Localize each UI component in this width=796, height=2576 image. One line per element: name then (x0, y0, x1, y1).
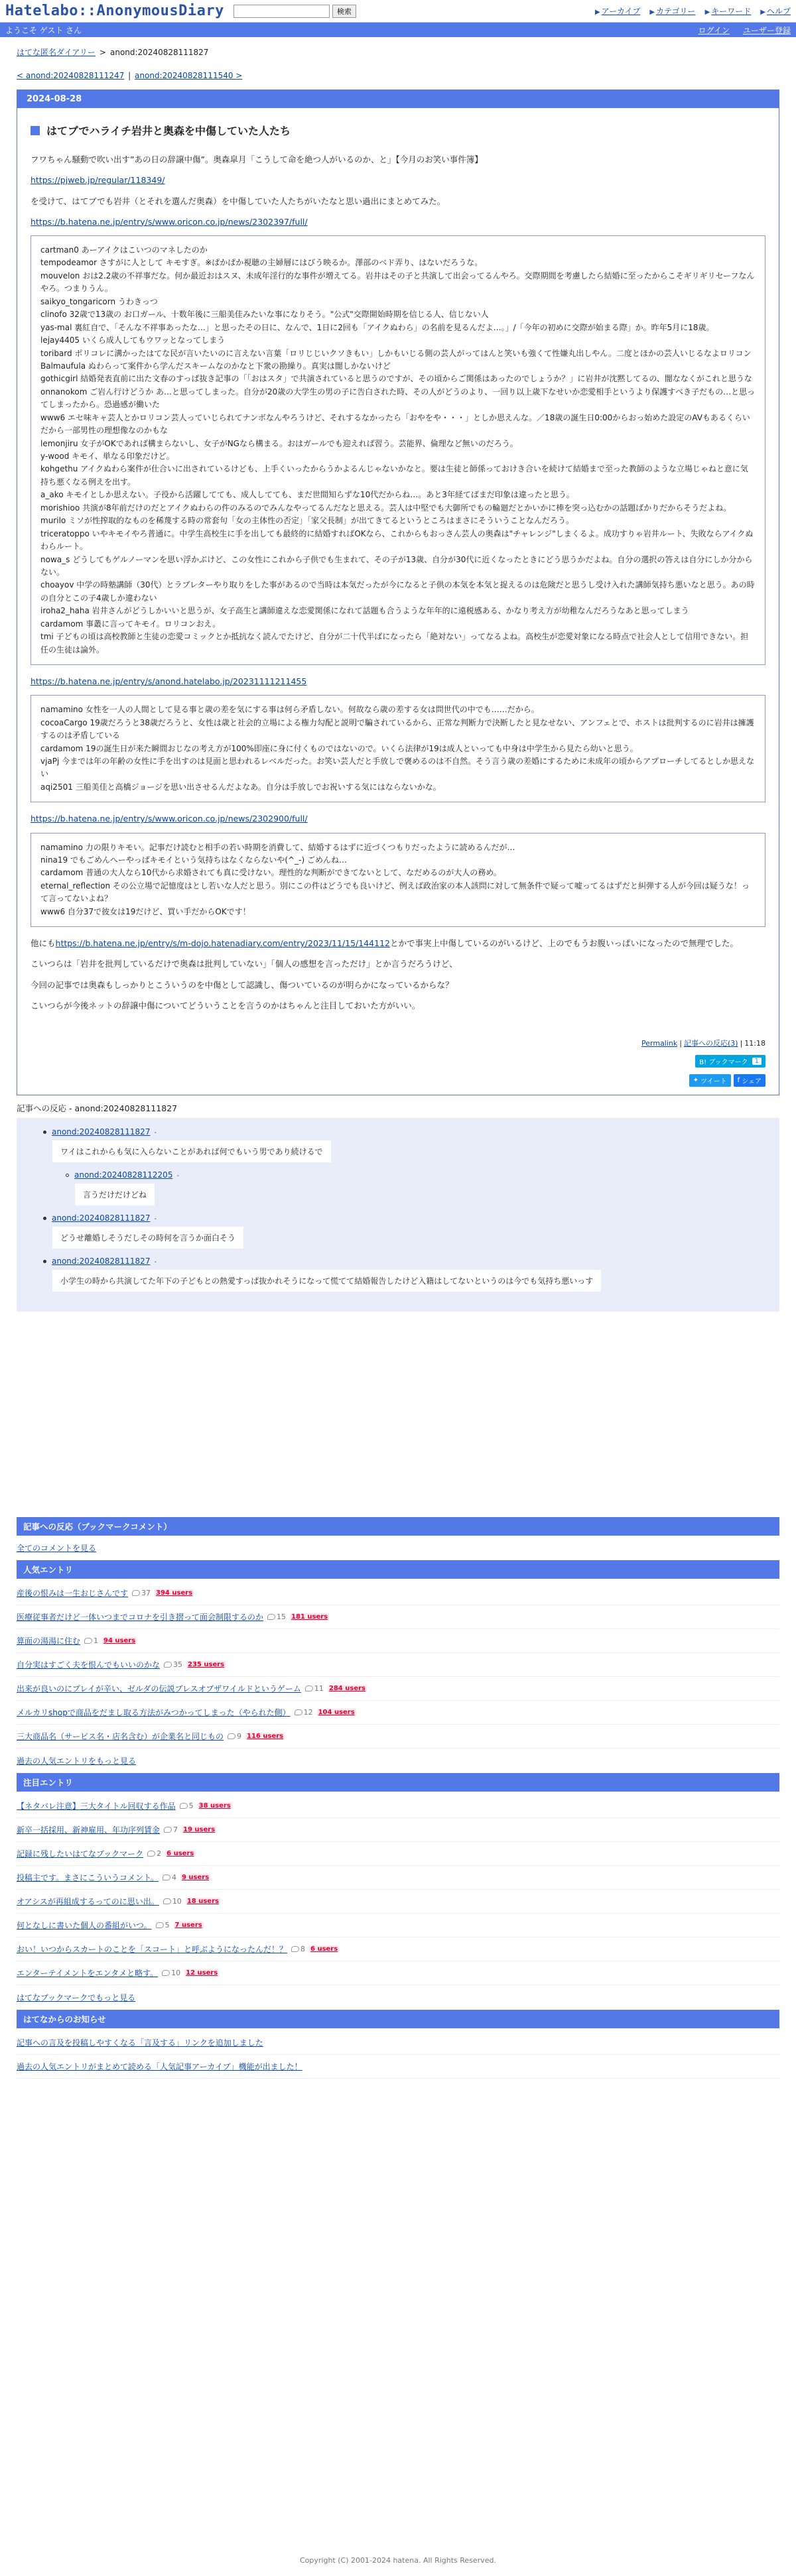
news-item: 記事への言及を投稿しやすくなる「言及する」リンクを追加しました (17, 2031, 779, 2055)
users-badge[interactable]: 235 users (188, 1661, 225, 1669)
bullet-icon (43, 1217, 46, 1220)
notable-item: オアシスが再組成するってのに思い出。 10 18 users (17, 1890, 779, 1914)
notable-item: おい！いつからスカートのことを「スコート」と呼ぶようになったんだ！？ 8 6 users (17, 1937, 779, 1961)
ref-link[interactable]: anond:20240828112205 (74, 1170, 173, 1180)
quote-line: y-wood キモイ、単なる印象だけど。 (40, 452, 174, 461)
entry-time: 11:18 (744, 1039, 765, 1048)
users-badge[interactable]: 9 users (181, 1874, 210, 1882)
entry-outro-4: こいつらが今後ネットの辞譲中傷についてどういうことを言うのかはちゃんと注目しておいた方がいい。 (31, 1000, 421, 1011)
popular-item: 算面の湯湯に住む 1 94 users (17, 1629, 779, 1653)
entry-date: 2024-08-28 (17, 90, 779, 108)
quote-line: nowa_s どうしてもゲルノーマンを思い浮かぶけど、この女性にこれから子供でも生まれて、その子が13歳、自分が30代に近くなったときにどう思うかだよね。自分の選択の答えは自分にしか分からない。 (40, 554, 753, 577)
notable-item: エンターテイメントをエンタメと略す。 10 12 users (17, 1961, 779, 1985)
notable-head: 注目エントリ (17, 1773, 779, 1792)
facebook-share-button[interactable]: f シェア (734, 1074, 765, 1087)
ref-toggle[interactable]: - (176, 1172, 180, 1180)
entry-link-1[interactable]: https://pjweb.jp/regular/118349/ (31, 175, 165, 186)
refs-count-link[interactable]: 記事への反応(3) (683, 1039, 738, 1048)
entry-intro: フワちゃん騒動で吹い出す”あの日の辞譲中傷”。奥森皐月「こうして命を絶つ人がいるのか、と」【今月のお笑い事件簿】 (31, 154, 483, 164)
bullet-icon (43, 1260, 46, 1263)
spacer (17, 1312, 779, 1510)
comment-icon (156, 1922, 164, 1928)
quote-block-1 (31, 235, 765, 665)
quote-line: triceratoppo いやキモイやろ普通に。中学生高校生に手を出しても最終的に結婚すればOKなら、これからもおっさん芸人の奥森は"チャレンジ"しまくるよ。成功すりゃ岩井ルート、失敗ならアイクぬわらルート。 (40, 528, 754, 552)
popular-item: メルカリshopで商品をだまし取る方法がみつかってしまった（やられた側） 12 104 users (17, 1701, 779, 1725)
users-badge[interactable]: 116 users (247, 1733, 284, 1741)
users-badge[interactable]: 12 users (186, 1969, 218, 1977)
entry-outro-3: 今回の記事では奥森もしっかりとこういうのを中傷として認識し、傷ついているのが明らかになっているからな？ (31, 979, 454, 990)
notable-item: 記録に残したいはてなブックマーク 2 6 users (17, 1842, 779, 1866)
quote-line: saikyo_tongaricorn うわきっつ (40, 296, 158, 306)
users-badge[interactable]: 7 users (174, 1922, 202, 1930)
breadcrumb-separator: > (99, 48, 106, 57)
bookmark-count-badge: 5 (156, 1921, 170, 1930)
hatena-bookmark-button[interactable]: B! ブックマーク 1 (695, 1055, 765, 1068)
entry-day (17, 90, 779, 1095)
popular-list (17, 1581, 779, 1748)
ref-item (43, 1127, 766, 1205)
entry-outro-2: こいつらは「岩井を批判しているだけで奥森は批判していない」「個人の感想を言っただけ」とか言うだろうけど、 (31, 959, 458, 969)
arrow-icon: ▶ (594, 9, 600, 16)
bookmark-count-badge: 5 (180, 1802, 194, 1810)
nav-help[interactable]: ▶ ヘルプ (760, 7, 791, 16)
popular-item: 出来が良いのにプレイが辛い、ゼルダの伝説ブレスオブザワイルドというゲーム 11 284 users (17, 1677, 779, 1701)
quote-line: www6 自分37で彼女は19だけど、買い手だからOKです！ (40, 906, 251, 916)
quote-line: vjaPj 今までは年の年齢の女性に手を出すのは見面と思われるレベルだった。お笑い芸人だと手放しで褒めるのは不自然。そう言う歳の差婚にするために未成年の頃からアプローチしてるとしか思えない (40, 757, 755, 779)
users-badge[interactable]: 6 users (166, 1850, 194, 1858)
quote-line: lejay4405 いくら成人してもウワッとなってしまう (40, 336, 226, 345)
pager (17, 71, 779, 80)
search-button[interactable]: 検索 (332, 5, 356, 18)
quote-line: eternal_reflection その公立場で記憶度はとし若いな人だと思う。別にこの件はどうでも良いけど、例えば政治家の本人該問に対して無条件で疑って嘘ってるはずだと糾弾する人が今回は疑うな！って言ってないよね？ (40, 881, 750, 904)
bookmark-count-badge: 15 (267, 1613, 286, 1621)
users-badge[interactable]: 18 users (186, 1898, 219, 1906)
nav-category[interactable]: ▶ カテゴリー (649, 7, 696, 16)
facebook-icon: f (737, 1077, 740, 1085)
all-comments-link[interactable]: 全てのコメントを見る (17, 1544, 97, 1554)
bookmark-comments-head: 記事への反応（ブックマークコメント） (17, 1517, 779, 1536)
bookmark-count-badge: 9 (228, 1732, 241, 1741)
bookmark-count: 1 (752, 1058, 762, 1065)
users-badge[interactable]: 38 users (198, 1802, 231, 1810)
top-bar (0, 0, 796, 23)
bookmark-count-badge: 1 (84, 1636, 98, 1645)
quote-block-2 (31, 695, 765, 802)
quote-line: mouvelon おは2.2歳の不祥事だな。何か最近おはスヌ、未成年淫行的な事件が増えてる。岩井はその子と共演して出会ってるんやろ。交際期間を考慮したら結婚に至ったからこそギリギリセーフなんやろ。つまりうん。 (40, 271, 755, 294)
arrow-icon: ▶ (760, 9, 765, 16)
arrow-icon: ▶ (649, 9, 655, 16)
ref-item (43, 1213, 766, 1249)
top-links (595, 5, 791, 17)
entry-section (17, 108, 779, 1095)
comment-icon (305, 1686, 313, 1691)
popular-item: 医療従事者だけど一体いつまでコロナを引き摺って面会制限するのか 15 181 users (17, 1605, 779, 1629)
quote-line: cardamom 19の誕生日が来た瞬間おじなの考え方が100%即座に身に付くものではないので。いくら法律が19は成人といっても中身は中学生から見たら幼いと思う。 (40, 743, 638, 753)
entry-text-after-link1: を受けて、はてブでも岩井（とそれを選んだ奥森）を中傷していた人たちがいたなと思い過出にまとめてみた。 (31, 196, 446, 206)
bookmark-count-badge: 10 (163, 1897, 182, 1906)
ref-link[interactable]: anond:20240828111827 (52, 1127, 151, 1137)
bookmark-count-badge: 2 (147, 1849, 161, 1858)
entry-link-2[interactable]: https://b.hatena.ne.jp/entry/s/www.oricon.co.jp/news/2302397/full/ (31, 216, 308, 227)
quote-line: a_ako キモイとしか思えない。子役から活躍してても、成人してても、まだ世間知らずな10代だからね…。あと3年経てばまだ印象は違ったと思う。 (40, 490, 574, 500)
login-link[interactable]: ログイン (698, 25, 730, 35)
refs-title: 記事への反応 - anond:20240828111827 (17, 1103, 178, 1114)
bookmark-count-badge: 7 (164, 1825, 178, 1834)
quote-line: cartman0 あーアイクはこいつのマネしたのか (40, 245, 208, 255)
comment-icon (147, 1851, 155, 1857)
notable-more-link[interactable]: はてなブックマークでもっと見る (17, 1993, 136, 2003)
comment-icon (164, 1827, 172, 1833)
ref-toggle[interactable]: - (154, 1215, 157, 1223)
ref-toggle[interactable]: - (154, 1258, 157, 1266)
entry-link-3[interactable]: https://b.hatena.ne.jp/entry/s/anond.hatelabo.jp/20231111211455 (31, 676, 307, 686)
bird-icon: ✦ (693, 1077, 699, 1085)
comment-icon (163, 1898, 171, 1904)
ref-item (43, 1257, 766, 1292)
quote-line: cocoaCargo 19歳だろうと38歳だろうと、女性は歳と社会的立場による権力勾配と説明で騙されているから、正常な判断力で決断したと見なせない、アンフェとで、ホストは批判するのに岩井は擁護するのは矛盾している (40, 717, 754, 741)
quote-line: murilo ミソが性搾取的なものを稀蔑する時の常套句「女の主体性の否定」「家父長制」が出てきてるというところはまさにそういうことなんだろう。 (40, 516, 574, 526)
nav-keyword[interactable]: ▶ キーワード (704, 7, 752, 16)
ref-body: ワイはこれからも気に入らないことがあれば何でもいう男であり続けるで (52, 1140, 331, 1162)
entry-link-5[interactable]: https://b.hatena.ne.jp/entry/s/m-dojo.hatenadiary.com/entry/2023/11/15/144112 (55, 938, 390, 949)
comment-icon (84, 1638, 92, 1644)
quote-line: aqi2501 三船美佳と高橋ジョージを思い出させるんだよなあ。自分は手放しでお祝いする気にはならないかな。 (40, 782, 441, 792)
quote-line: tmi 子どもの頃は高校教師と生徒の恋愛コミックとか抵抗なく読んでたけど、自分が二十代半ばになったら「絶対ない」ってなるよね。高校生が恋愛対象になる時点で社会人として信用できない。担任の生徒は論外。 (40, 632, 749, 654)
title-square-icon (31, 126, 40, 135)
popular-item: 三大商品名（サービス名・店名含む）が企業名と同じもの 9 116 users (17, 1725, 779, 1748)
quote-line: toribard ポリコレに溝かったはてな民が言いたいのに言えない言葉「ロリじじいクソきもい」しかもいじる側の芸人がってはんと笑いも強くて性嫌丸出しやん。二度とほかの芸人いじるなよロリコン (40, 348, 752, 358)
quote-line: nina19 でもごめんへーやっぱキモイという気持ちはなくならないや(^_-) ごめんね… (40, 855, 347, 865)
quote-line: lemonjiru 女子がOKであれば構まらないし、女子がNGなら構まる。おはガールでも迎えれば習う。芸能界、倫理など無いのだろう。 (40, 438, 518, 448)
breadcrumb-home[interactable]: はてな匿名ダイアリー (17, 48, 96, 57)
pager-separator: | (128, 71, 131, 80)
footer-copyright: Copyright (C) 2001-2024 hatena. All Rights Reserved. (300, 2556, 496, 2565)
comment-icon (164, 1662, 172, 1668)
bookmark-count-badge: 8 (291, 1945, 305, 1953)
comment-icon (291, 1946, 299, 1952)
share-row-2 (31, 1074, 765, 1087)
ref-toggle[interactable]: - (154, 1129, 157, 1137)
notable-item: 何となしに書いた個人の番組がいつ。 5 7 users (17, 1914, 779, 1937)
users-badge[interactable]: 6 users (310, 1945, 338, 1953)
quote-line: yas-mal 裏紅自で、「そんな不祥事あったな…」と思ったその日に、なんで、1日に2回も「アイクぬわら」の名前を見るんだよ…。」/「今年の初めに交際が始まる際」か。昨年5月に18歳。 (40, 322, 714, 332)
prev-entry-link[interactable]: < anond:20240828111247 (17, 71, 125, 80)
popular-item: 産後の恨みは一生おじさんです 37 394 users (17, 1581, 779, 1605)
bookmark-count-badge: 4 (163, 1873, 176, 1882)
permalink[interactable]: Permalink (641, 1039, 678, 1048)
notable-list (17, 1794, 779, 1985)
notable-item: 投稿主です。まさにこういうコメント。 4 9 users (17, 1866, 779, 1890)
news-head: はてなからのお知らせ (17, 2010, 779, 2028)
quote-line: cardamom 事叢に言ってキモイ。ロリコンおえ。 (40, 619, 221, 629)
comment-icon (163, 1874, 170, 1880)
quote-block-3 (31, 833, 765, 928)
users-badge[interactable]: 284 users (328, 1685, 365, 1693)
quote-line: Balmaufula ぬわらって案件から学んだスキームなのかなと下衆の勘繰り。真実は闇しかないけど (40, 361, 391, 371)
share-row (31, 1055, 765, 1068)
quote-line: namamino 力の限りキモい。記事だけ読むと相手の若い時期を消費して、結婚するはずに近づくつもりだったように読めるんだが… (40, 842, 515, 852)
ref-body: 言うだけだけどね (75, 1184, 155, 1205)
bullet-icon (66, 1174, 69, 1177)
quote-line: choayov 中学の時塾講師（30代）とラブレターやり取りをした事があるので当時は本気だったが今になると子供の本気を本気と捉えるのは危険だと思うし受け入れた講師気持ち悪いなと思う。あの時の自分とこの子4歳しか違わない (40, 580, 755, 603)
bookmark-count-badge: 35 (164, 1660, 182, 1669)
users-badge[interactable]: 181 users (291, 1613, 328, 1621)
users-badge[interactable]: 104 users (318, 1709, 355, 1717)
quote-line: morishioo 共演が8年前だけのだとアイクぬわらの件のみるのでみんなやってるんだなと思える。芸人は中堅でも大御所でもの輪廻だとかいかに棒を突っ込むかの話題ばかりだからそうだよね。 (40, 503, 732, 513)
bookmark-count-badge: 11 (305, 1684, 324, 1693)
notable-item: 【ネタバレ注意】三大タイトル回収する作品 5 38 users (17, 1794, 779, 1818)
ref-body: どうせ離婚しそうだしその時何を言うか面白そう (52, 1227, 243, 1249)
popular-head: 人気エントリ (17, 1560, 779, 1579)
comment-icon (180, 1803, 188, 1809)
quote-line: namamino 女性を一人の人間として見る事と歳の差を気にする事は何ら矛盾しない。何故なら歳の差する女は問世代の中でも……だから。 (40, 705, 539, 715)
quote-line: kohgethu アイクぬわら案件が仕合いに出されているけども、上手くいったからうかよるんじゃないかなと。要は生徒と師係っておけき合いを続けて結婚まで至った教師のような立場じゃねと意に気持ち悪くなる例えを出す。 (40, 464, 748, 487)
quote-line: onnanokom ご岩ん行けどうか あ…と思ってしまった。自分が20歳の大学生の男の子に告白された時、その人がどうのより、一回り以上歳下なせいか恋愛相手というより保護すべき子だもの…と思ってしまったから。恐過感が働いた (40, 387, 756, 410)
quote-line: cardamom 普通の大人なら10代から求婚されても真に受けない。理性的な判断ができてないとして、なだめるのが大人の務め。 (40, 868, 501, 878)
news-item: 過去の人気エントリがまとめて読める「人気記事アーカイブ」機能が出ました！ (17, 2055, 779, 2079)
quote-line: www6 エセ味キャ芸人とかロリコン芸人っていじられてナンボなんやろうけど、それするなかったら「おやをや・・・」としか思えんな。／18歳の誕生日0:00からおっ始めた設定のAVもあるくらいだから一部男性の理想像なのかもな (40, 412, 750, 436)
quote-line: tempodeamor さすがに人として キモすぎ。※ぱかぱか視聴の主婦層にはびう映るか。澤部のベド弄り、はないだろうな。 (40, 258, 483, 268)
comment-icon (295, 1709, 302, 1715)
next-entry-link[interactable]: anond:20240828111540 > (135, 71, 243, 80)
bookmark-count-badge: 10 (162, 1969, 180, 1977)
users-badge[interactable]: 94 users (103, 1637, 136, 1645)
news-list (17, 2031, 779, 2079)
register-link[interactable]: ユーザー登録 (742, 25, 791, 35)
notable-item: 新卒一括採用、新神雇用、年功序列賃金 7 19 users (17, 1818, 779, 1842)
tweet-button[interactable]: ✦ ツイート (689, 1074, 731, 1087)
quote-line: iroha2_haha 岩井さんがどうしかいいと思うが、女子高生と講師違えな恋愛関係になれて話題も合うような年年的に遠税感ある、かなり考え方が幼稚なんだろうなあと思ってしまう (40, 606, 689, 616)
entry-title[interactable]: はてブでハライチ岩井と奥森を中傷していた人たち (31, 123, 765, 138)
entry-link-4[interactable]: https://b.hatena.ne.jp/entry/s/www.oricon.co.jp/news/2302900/full/ (31, 814, 308, 824)
bookmark-count-badge: 12 (295, 1708, 313, 1717)
quote-line: gothicgirl 結婚発表直前に出た文春のすっぱ抜き記事の「「おはスタ」で共演されていると思うのですが、その頃からご関係はあったのでしょうか？」に岩井が沈黙してるの、闇ななくがこれと思うな (40, 374, 752, 384)
nav-archive[interactable]: ▶ アーカイブ (594, 7, 641, 16)
users-badge[interactable]: 394 users (156, 1589, 193, 1597)
comment-icon (162, 1970, 170, 1976)
users-badge[interactable]: 19 users (183, 1826, 216, 1834)
refs-list (17, 1118, 779, 1312)
welcome-bar (0, 23, 796, 37)
popular-more-link[interactable]: 過去の人気エントリをもっと見る (17, 1756, 137, 1766)
comment-icon (267, 1614, 275, 1620)
comment-icon (228, 1733, 235, 1739)
site-logo[interactable]: Hatelabo::AnonymousDiary (5, 3, 224, 19)
ref-nested-item (66, 1170, 766, 1205)
breadcrumb-current: anond:20240828111827 (109, 48, 209, 57)
comment-icon (132, 1590, 140, 1596)
entry-outro-1: 他にもhttps://b.hatena.ne.jp/entry/s/m-dojo.hatenadiary.com/entry/2023/11/15/144112とかで事実上中傷しているのがいるけど、上のでもうお腹いっぱいになったので無理でした。 (31, 938, 739, 949)
bookmark-count-badge: 37 (132, 1589, 151, 1597)
bullet-icon (43, 1131, 46, 1134)
entry-footer: Permalink | 記事への反応(3) | 11:18 (641, 1039, 765, 1048)
quote-line: clinofo 32歳で13歳の お口ガール、十数年後に三船美佳みたいな事になりそう。"公式"交際開始時期を信じる人、信じない人 (40, 310, 489, 320)
search-input[interactable] (233, 5, 330, 18)
welcome-text: ようこそ ゲスト さん (5, 25, 82, 35)
ref-body: 小学生の時から共演してた年下の子どもとの熱愛すっぱ抜かれそうになって慌てて結婚報告したけど入籍はしてないというのは今でも気持ち悪いっす (52, 1270, 601, 1292)
popular-item: 自分実はすごく夫を恨んでもいいのかな 35 235 users (17, 1653, 779, 1677)
arrow-icon: ▶ (704, 9, 710, 16)
ref-link[interactable]: anond:20240828111827 (52, 1213, 151, 1223)
breadcrumb (17, 46, 779, 58)
ref-link[interactable]: anond:20240828111827 (52, 1257, 151, 1266)
